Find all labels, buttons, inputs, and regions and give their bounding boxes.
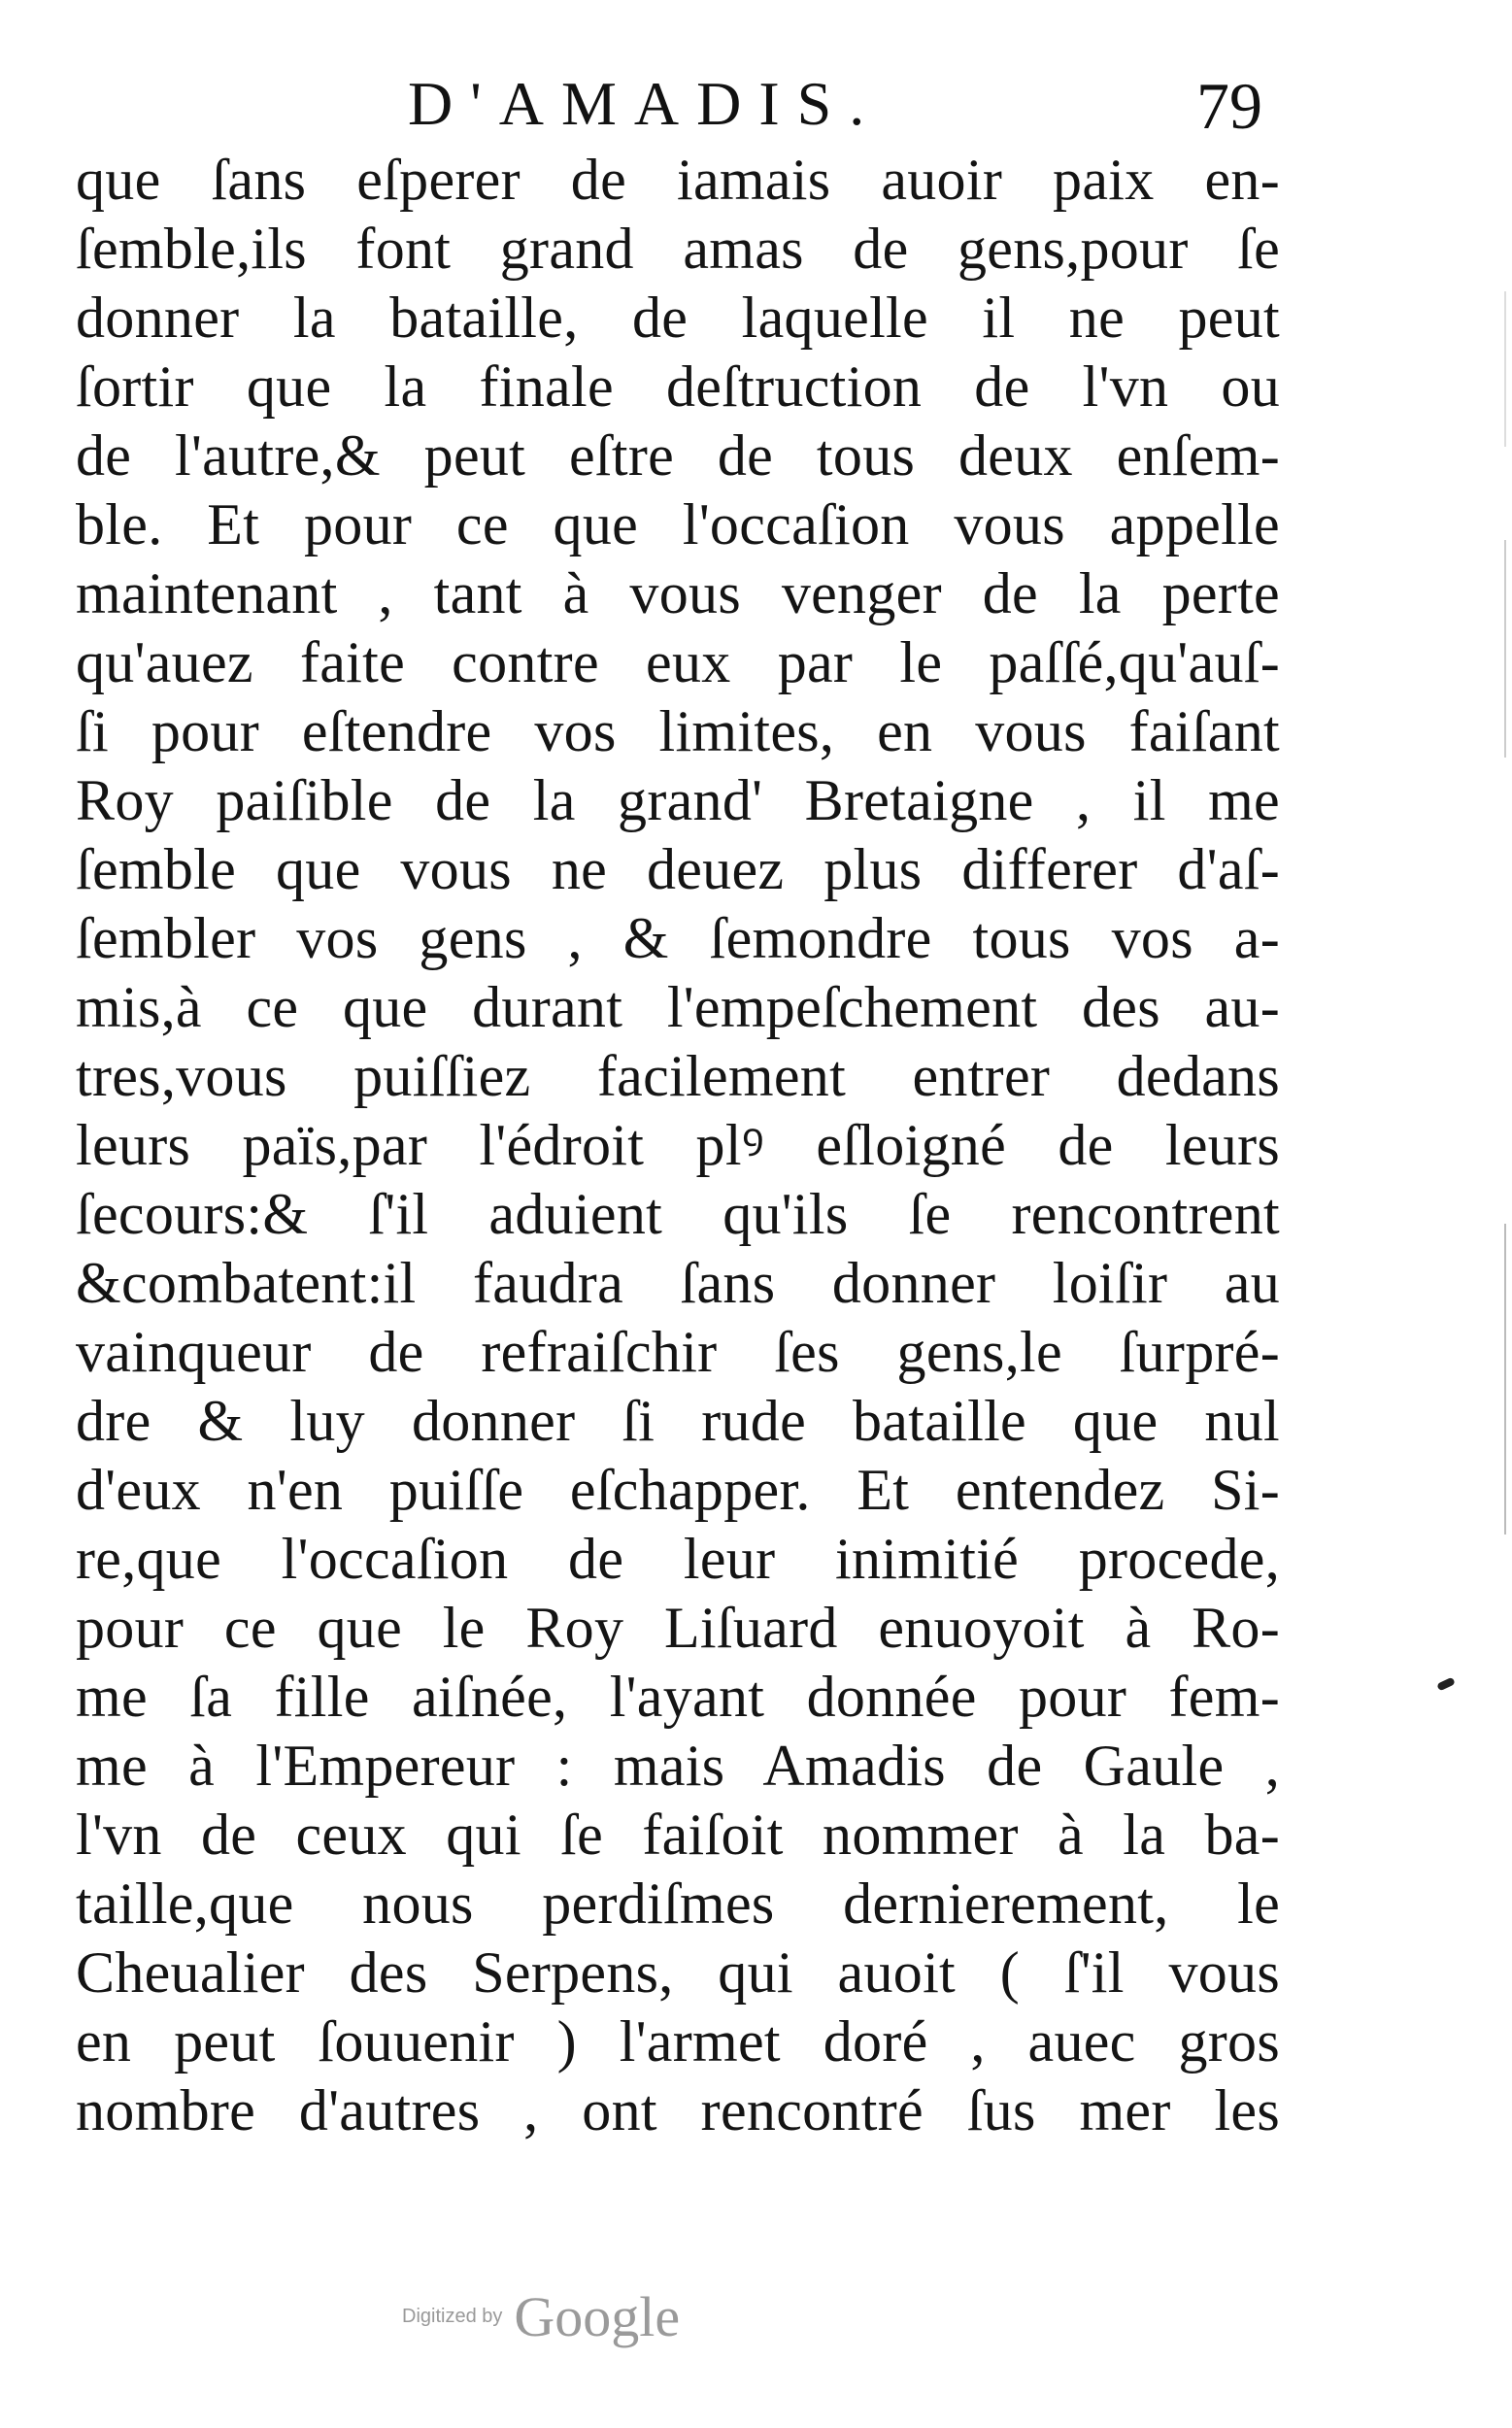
text-line: taille,que nous perdiſmes dernierement, le: [76, 1872, 1280, 1936]
text-line: ſemble,ils font grand amas de gens,pour ſe: [76, 217, 1280, 281]
text-line: d'eux n'en puiſſe eſchapper. Et entendez Si-: [76, 1458, 1280, 1522]
google-wordmark: Google: [514, 2285, 681, 2348]
digitized-by-label: Digitized by: [402, 2306, 503, 2327]
text-line: me ſa fille aiſnée, l'ayant donnée pour fem-: [76, 1665, 1280, 1729]
text-line: mis,à ce que durant l'empeſchement des au-: [76, 975, 1280, 1039]
text-line: vainqueur de refraiſchir ſes gens,le ſurpré-: [76, 1320, 1280, 1384]
text-line: donner la bataille, de laquelle il ne peut: [76, 286, 1280, 350]
body-text: [76, 146, 1280, 2145]
text-line: qu'auez faite contre eux par le paſſé,qu'auſ-: [76, 630, 1280, 694]
text-line: en peut ſouuenir ) l'armet doré , auec gros: [76, 2009, 1280, 2074]
text-line: tres,vous puiſſiez facilement entrer dedans: [76, 1044, 1280, 1108]
text-line: re,que l'occaſion de leur inimitié procede,: [76, 1527, 1280, 1591]
text-line: ſi pour eſtendre vos limites, en vous faiſant: [76, 699, 1280, 763]
text-line: maintenant , tant à vous venger de la perte: [76, 561, 1280, 625]
digitization-watermark: [402, 2284, 680, 2349]
text-line: dre & luy donner ſi rude bataille que nul: [76, 1389, 1280, 1453]
running-head: D'AMADIS.: [408, 69, 883, 138]
text-line: Cheualier des Serpens, qui auoit ( ſ'il vous: [76, 1940, 1280, 2005]
text-line: ſortir que la finale deſtruction de l'vn ou: [76, 354, 1280, 419]
ink-speck: [1436, 1677, 1456, 1692]
text-line: &combatent:il faudra ſans donner loiſir au: [76, 1251, 1280, 1315]
text-line: ſecours:& ſ'il aduient qu'ils ſe rencontrent: [76, 1182, 1280, 1246]
text-line: leurs païs,par l'édroit plꝰ eſloigné de leurs: [76, 1113, 1280, 1177]
text-line: de l'autre,& peut eſtre de tous deux enſem-: [76, 423, 1280, 488]
text-line: ſembler vos gens , & ſemondre tous vos a-: [76, 906, 1280, 970]
text-line: Roy paiſible de la grand' Bretaigne , il me: [76, 768, 1280, 832]
text-line: que ſans eſperer de iamais auoir paix en-: [76, 148, 1280, 212]
page-number: 79: [1196, 69, 1262, 143]
text-line: l'vn de ceux qui ſe faiſoit nommer à la ba-: [76, 1803, 1280, 1867]
text-line: nombre d'autres , ont rencontré ſus mer les: [76, 2078, 1280, 2142]
text-line: pour ce que le Roy Liſuard enuoyoit à Ro-: [76, 1596, 1280, 1660]
page-edge-shadow: [1504, 291, 1506, 1845]
text-line: me à l'Empereur : mais Amadis de Gaule ,: [76, 1734, 1280, 1798]
text-line: ble. Et pour ce que l'occaſion vous appelle: [76, 492, 1280, 556]
text-line: ſemble que vous ne deuez plus differer d'aſ-: [76, 837, 1280, 901]
